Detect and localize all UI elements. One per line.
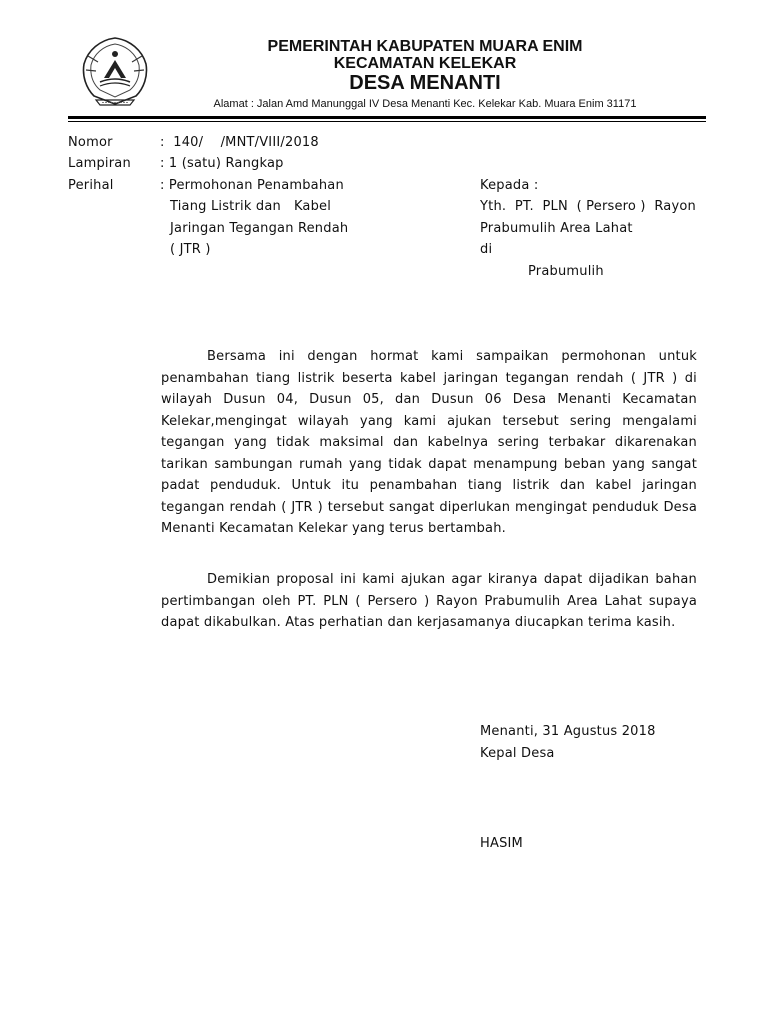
body-paragraph-1-text: Bersama ini dengan hormat kami sampaikan permohonan untuk penambahan tiang listrik beserta kabel jaringan tegangan rendah ( JTR ) di wilayah Dusun 04, Dusun 05, dan Dusun 06 Desa Menanti Kecamatan Kelekar,mengingat wilayah yang kami ajukan tersebut sering mengalami tegangan yang tidak maksimal dan kabelnya sering terbakar dikarenakan tarikan sambungan rumah yang tidak dapat menampung beban yang sangat padat penduduk. Untuk itu penambahan tiang listrik dan kabel jaringan tegangan rendah ( JTR ) tersebut sangat diperlukan mengingat penduduk Desa Menanti Kecamatan Kelekar yang terus bertambah. [161, 349, 697, 536]
signature-place-date: Menanti, 31 Agustus 2018 [480, 724, 656, 739]
letterhead-government: PEMERINTAH KABUPATEN MUARA ENIM [267, 38, 583, 55]
body-paragraph-2-text: Demikian proposal ini kami ajukan agar kiranya dapat dijadikan bahan pertimbangan oleh PT. PLN ( Persero ) Rayon Prabumulih Area Lahat supaya dapat dikabulkan. Atas perhatian dan kerjasamanya diucapkan terima kasih. [161, 572, 697, 630]
letterhead-district: KECAMATAN KELEKAR [333, 55, 517, 72]
signature-name: HASIM [480, 836, 523, 851]
regency-emblem-icon [78, 34, 152, 108]
recipient-kepada: Kepada : [480, 178, 539, 193]
body-paragraph-1 [161, 346, 697, 540]
perihal-line-1: : Permohonan Penambahan [160, 178, 344, 193]
nomor-label: Nomor [68, 135, 113, 150]
letterhead-divider-thick [68, 116, 706, 119]
lampiran-value: : 1 (satu) Rangkap [160, 156, 284, 171]
body-paragraph-2 [161, 569, 697, 634]
signature-title: Kepal Desa [480, 746, 555, 761]
nomor-value: : 140/ /MNT/VIII/2018 [160, 135, 319, 150]
recipient-line-4: Prabumulih [528, 264, 604, 279]
recipient-line-3: di [480, 242, 493, 257]
lampiran-label: Lampiran [68, 156, 131, 171]
recipient-line-2: Prabumulih Area Lahat [480, 221, 633, 236]
perihal-line-3: Jaringan Tegangan Rendah [170, 221, 349, 236]
recipient-line-1: Yth. PT. PLN ( Persero ) Rayon [480, 199, 696, 214]
perihal-label: Perihal [68, 178, 114, 193]
letterhead [160, 38, 690, 111]
letterhead-village: DESA MENANTI [349, 72, 501, 94]
letterhead-address: Alamat : Jalan Amd Manunggal IV Desa Menanti Kec. Kelekar Kab. Muara Enim 31171 [213, 98, 637, 110]
perihal-line-4: ( JTR ) [170, 242, 211, 257]
perihal-line-2: Tiang Listrik dan Kabel [170, 199, 332, 214]
letterhead-divider-thin [68, 121, 706, 122]
